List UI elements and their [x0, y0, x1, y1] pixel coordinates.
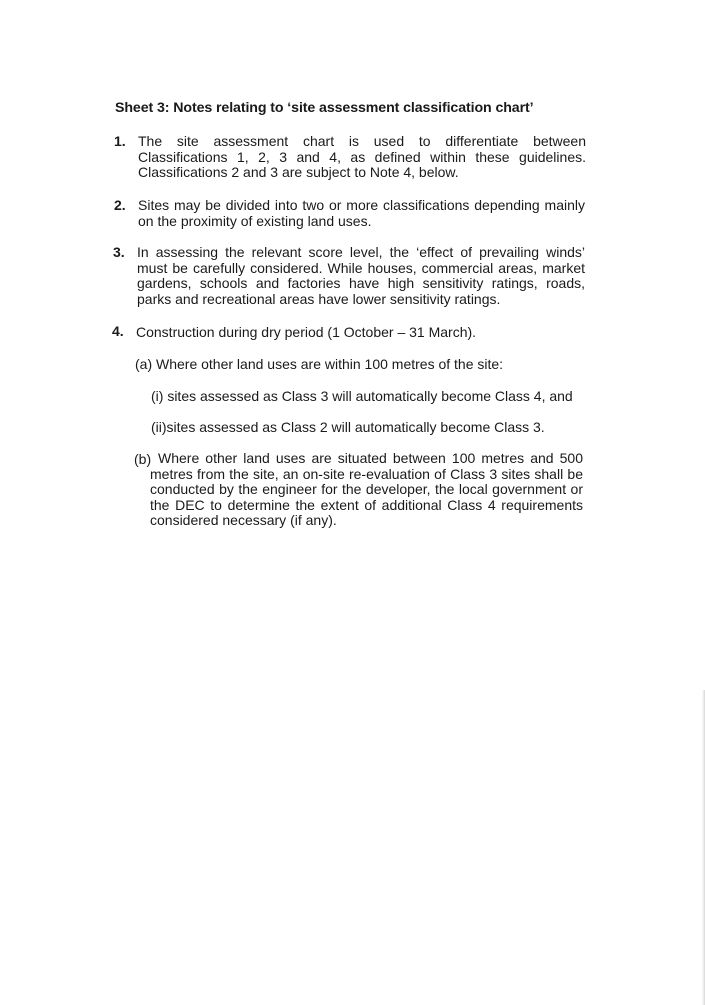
- note-4b-text: Where other land uses are situated between 100 metres and 500 metres from the site, an on-site re-evaluation of Class 3 sites shall be conducted by the engineer for the developer, the local government or the DEC to determine the extent of additional Class 4 requirements considered necessary (if any).: [150, 450, 583, 529]
- note-text-1: The site assessment chart is used to differentiate between Classifications 1, 2, 3 and 4, as defined within these guidelines. Classifications 2 and 3 are subject to Note 4, below.: [138, 133, 586, 181]
- note-number-3: 3.: [113, 244, 125, 260]
- note-4b-label: (b): [134, 451, 152, 467]
- note-4a-text: (a) Where other land uses are within 100 metres of the site:: [135, 356, 504, 372]
- note-number-2: 2.: [114, 197, 126, 213]
- note-text-3: In assessing the relevant score level, the ‘effect of prevailing winds’ must be carefully considered. While houses, commercial areas, market gardens, schools and factories have high sensitivity ratings, roads, parks and recreational areas have lower sensitivity ratings.: [137, 244, 585, 307]
- note-4a-i-text: (i) sites assessed as Class 3 will automatically become Class 4, and: [151, 388, 573, 404]
- note-text-2: Sites may be divided into two or more classifications depending mainly on the proximity of existing land uses.: [138, 197, 585, 229]
- note-number-1: 1.: [114, 133, 126, 149]
- sheet-heading: Sheet 3: Notes relating to ‘site assessment classification chart’: [115, 100, 534, 116]
- note-text-4: Construction during dry period (1 October – 31 March).: [136, 324, 477, 340]
- note-4a-ii-text: (ii)sites assessed as Class 2 will automatically become Class 3.: [151, 419, 545, 435]
- note-number-4: 4.: [112, 323, 124, 339]
